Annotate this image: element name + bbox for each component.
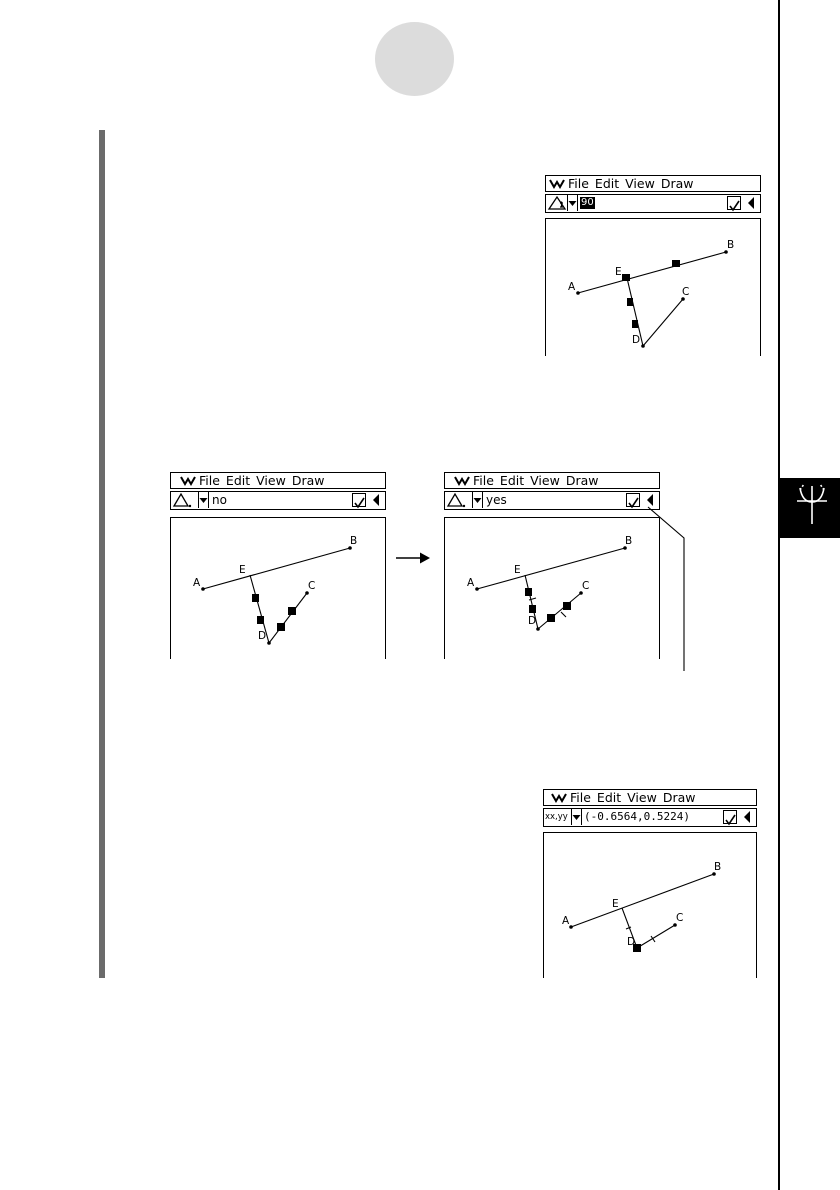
- selection-handle: [525, 588, 532, 596]
- dropdown-arrow-icon[interactable]: [472, 492, 483, 508]
- selection-handle: [257, 616, 264, 624]
- menu-bar: [170, 472, 386, 489]
- measurement-value[interactable]: 90: [581, 197, 594, 208]
- measurement-value[interactable]: no: [212, 493, 227, 507]
- screenshot-coordinates: [543, 789, 757, 978]
- label-a: A: [568, 281, 576, 293]
- graph-area[interactable]: [170, 517, 386, 659]
- toolbar: [444, 491, 660, 510]
- label-b: B: [727, 239, 735, 251]
- segment-dc: [269, 593, 307, 643]
- screenshot-congruence-yes: [444, 472, 660, 659]
- label-d: D: [528, 615, 537, 627]
- point-a: [201, 587, 205, 591]
- menu-chevron-icon[interactable]: [177, 476, 199, 486]
- selection-handle: [547, 614, 555, 622]
- geometry-drawing: [445, 518, 661, 660]
- checkbox-icon[interactable]: [352, 493, 366, 507]
- selection-handle: [252, 594, 259, 602]
- menu-draw[interactable]: Draw: [662, 789, 696, 805]
- point-a: [475, 587, 479, 591]
- menu-draw[interactable]: Draw: [660, 175, 694, 191]
- label-e: E: [514, 564, 521, 576]
- label-b: B: [350, 535, 358, 547]
- point-d: [536, 627, 540, 631]
- point-d: [641, 344, 645, 348]
- toolbar: [545, 194, 761, 213]
- tick-mark: [561, 612, 566, 617]
- selection-handle: [627, 298, 633, 306]
- graph-area[interactable]: [545, 218, 761, 356]
- label-c: C: [582, 580, 590, 592]
- scroll-left-icon[interactable]: [373, 494, 379, 506]
- menu-chevron-icon[interactable]: [451, 476, 473, 486]
- menu-file[interactable]: File: [570, 789, 591, 805]
- menu-chevron-icon[interactable]: [548, 793, 570, 803]
- scroll-left-icon[interactable]: [744, 811, 750, 823]
- selection-handle: [622, 274, 630, 281]
- selection-handle: [529, 605, 536, 613]
- selection-handle: [672, 260, 680, 267]
- label-c: C: [682, 286, 690, 298]
- dropdown-arrow-icon[interactable]: [571, 809, 582, 825]
- menu-chevron-icon[interactable]: [546, 179, 568, 189]
- menu-file[interactable]: File: [199, 472, 220, 488]
- menu-bar: [545, 175, 761, 192]
- point-d: [267, 641, 271, 645]
- menu-draw[interactable]: Draw: [565, 472, 599, 488]
- label-e: E: [239, 564, 246, 576]
- menu-view[interactable]: View: [625, 175, 655, 191]
- label-b: B: [714, 861, 722, 873]
- segment-dc: [637, 925, 675, 948]
- screenshot-angle-90: [545, 175, 761, 356]
- menu-file[interactable]: File: [473, 472, 494, 488]
- menu-file[interactable]: File: [568, 175, 589, 191]
- menu-edit[interactable]: Edit: [594, 175, 620, 191]
- dropdown-arrow-icon[interactable]: [567, 195, 578, 211]
- content-side-bar: [99, 130, 105, 978]
- selection-handle: [563, 602, 571, 610]
- segment-dc: [643, 299, 683, 346]
- label-c: C: [676, 912, 684, 924]
- segment-ab: [203, 548, 350, 589]
- checkbox-icon[interactable]: [626, 493, 640, 507]
- selection-handle: [632, 320, 638, 328]
- graph-area[interactable]: [543, 832, 757, 978]
- page-edge-rule: [778, 0, 780, 1190]
- toolbar: [543, 808, 757, 827]
- selection-handle: [277, 623, 285, 631]
- screenshot-congruence-no: [170, 472, 386, 659]
- right-arrow-icon: [396, 551, 432, 565]
- menu-bar: [543, 789, 757, 806]
- geometry-chapter-icon: [780, 478, 840, 538]
- menu-view[interactable]: View: [530, 472, 560, 488]
- point-a: [569, 925, 573, 929]
- menu-edit[interactable]: Edit: [596, 789, 622, 805]
- measurement-value[interactable]: (-0.6564,0.5224): [584, 810, 690, 823]
- scroll-left-icon[interactable]: [748, 197, 754, 209]
- segment-ab: [571, 874, 714, 927]
- selection-handle: [288, 607, 296, 615]
- label-c: C: [308, 580, 316, 592]
- toolbar: [170, 491, 386, 510]
- angle-measure-icon[interactable]: [547, 195, 567, 211]
- chapter-circle: [375, 22, 454, 96]
- callout-line: [644, 505, 694, 671]
- menu-draw[interactable]: Draw: [291, 472, 325, 488]
- label-e: E: [615, 266, 622, 278]
- label-b: B: [625, 535, 633, 547]
- graph-area[interactable]: [444, 517, 660, 659]
- segment-ab: [578, 252, 726, 293]
- congruence-tool-icon[interactable]: [446, 492, 466, 508]
- chapter-tab: [780, 478, 840, 538]
- menu-edit[interactable]: Edit: [499, 472, 525, 488]
- label-d: D: [258, 630, 267, 642]
- label-d: D: [632, 334, 641, 346]
- menu-edit[interactable]: Edit: [225, 472, 251, 488]
- congruence-tool-icon[interactable]: [172, 492, 192, 508]
- label-d: D: [627, 936, 636, 948]
- segment-dc: [538, 593, 581, 629]
- menu-view[interactable]: View: [627, 789, 657, 805]
- label-a: A: [193, 577, 201, 589]
- coordinate-tool-icon[interactable]: xx,yy: [545, 812, 568, 822]
- label-a: A: [467, 577, 475, 589]
- menu-bar: [444, 472, 660, 489]
- geometry-drawing: [544, 833, 758, 979]
- point-a: [576, 291, 580, 295]
- measurement-value[interactable]: yes: [486, 493, 507, 507]
- checkbox-icon[interactable]: [723, 810, 737, 824]
- dropdown-arrow-icon[interactable]: [198, 492, 209, 508]
- checkbox-icon[interactable]: [727, 196, 741, 210]
- segment-ab: [477, 548, 625, 589]
- menu-view[interactable]: View: [256, 472, 286, 488]
- label-a: A: [562, 915, 570, 927]
- label-e: E: [612, 898, 619, 910]
- geometry-drawing: [171, 518, 387, 660]
- geometry-drawing: [546, 219, 762, 357]
